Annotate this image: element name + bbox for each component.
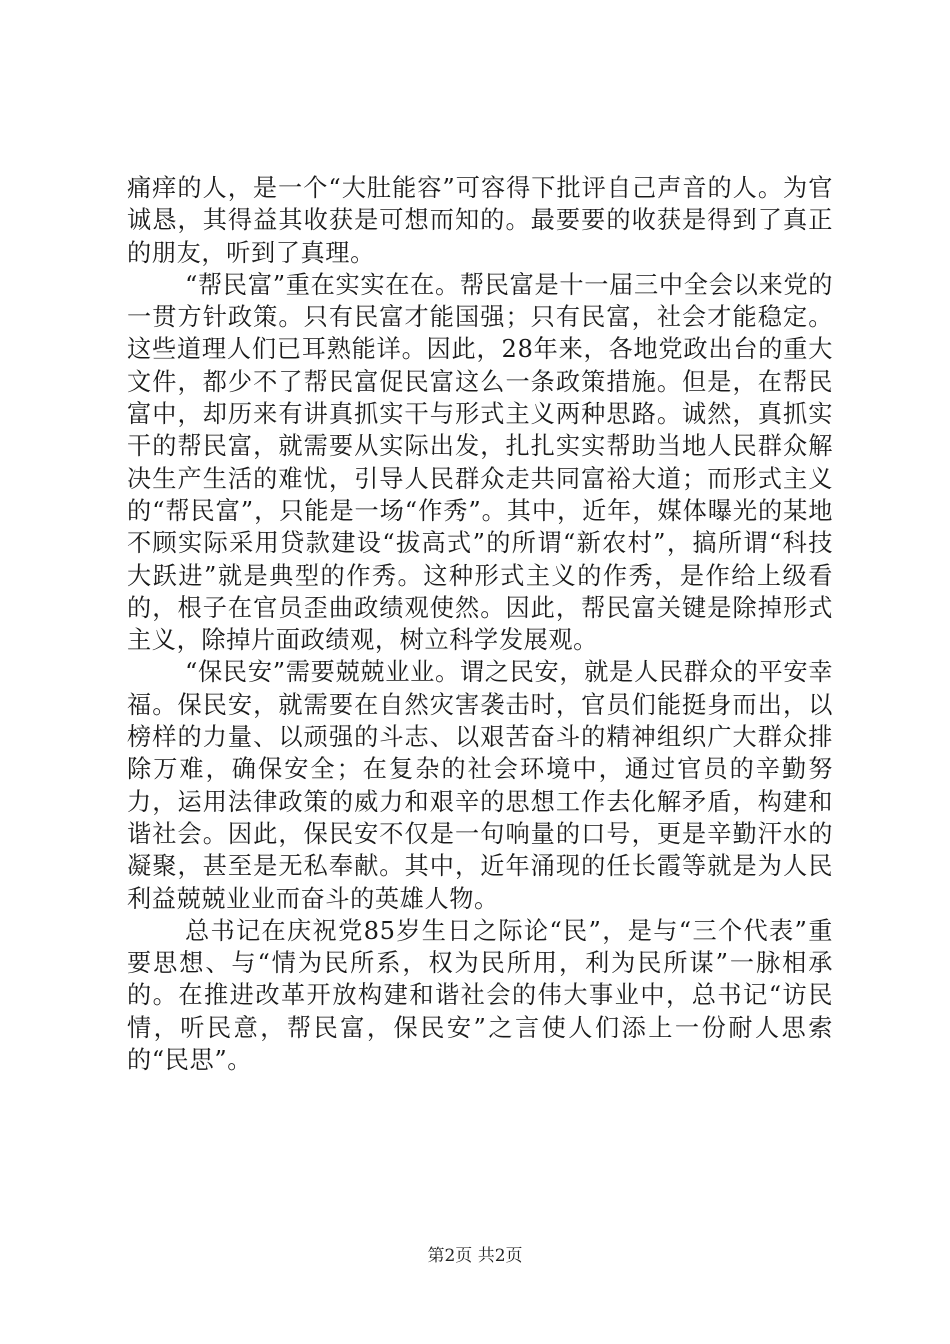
paragraph-bao-min-an: “保民安”需要兢兢业业。谓之民安，就是人民群众的平安幸福。保民安，就需要在自然灾害袭击时，官员们能挺身而出，以榜样的力量、以顽强的斗志、以艰苦奋斗的精神组织广大群众排除万难，确保安全；在复杂的社会环境中，通过官员的辛勤努力，运用法律政策的威力和艰辛的思想工作去化解矛盾，构建和谐社会。因此，保民安不仅是一句响量的口号，更是辛勤汗水的凝聚，甚至是无私奉献。其中，近年涌现的任长霞等就是为人民利益兢兢业业而奋斗的英雄人物。 bbox=[127, 658, 833, 913]
page-footer: 第2页 共2页 bbox=[427, 1246, 523, 1266]
paragraph-conclusion: 总书记在庆祝党85岁生日之际论“民”，是与“三个代表”重要思想、与“情为民所系，权为民所用，利为民所谋”一脉相承的。在推进改革开放构建和谐社会的伟大事业中，总书记“访民情，听民意，帮民富，保民安”之言使人们添上一份耐人思索的“民思”。 bbox=[127, 916, 833, 1075]
paragraph-continuation: 痛痒的人，是一个“大肚能容”可容得下批评自己声音的人。为官诚恳，其得益其收获是可想而知的。最要要的收获是得到了真正的朋友，听到了真理。 bbox=[127, 174, 833, 267]
paragraph-bang-min-fu: “帮民富”重在实实在在。帮民富是十一届三中全会以来党的一贯方针政策。只有民富才能国强；只有民富，社会才能稳定。这些道理人们已耳熟能详。因此，28年来，各地党政出台的重大文件，都少不了帮民富促民富这么一条政策措施。但是，在帮民富中，却历来有讲真抓实干与形式主义两种思路。诚然，真抓实干的帮民富，就需要从实际出发，扎扎实实帮助当地人民群众解决生产生活的难忧，引导人民群众走共同富裕大道；而形式主义的“帮民富”，只能是一场“作秀”。其中，近年，媒体曝光的某地不顾实际采用贷款建设“拔高式”的所谓“新农村”，搞所谓“科技大跃进”就是典型的作秀。这种形式主义的作秀，是作给上级看的，根子在官员歪曲政绩观使然。因此，帮民富关键是除掉形式主义，除掉片面政绩观，树立科学发展观。 bbox=[127, 270, 833, 655]
document-body bbox=[127, 172, 833, 1076]
